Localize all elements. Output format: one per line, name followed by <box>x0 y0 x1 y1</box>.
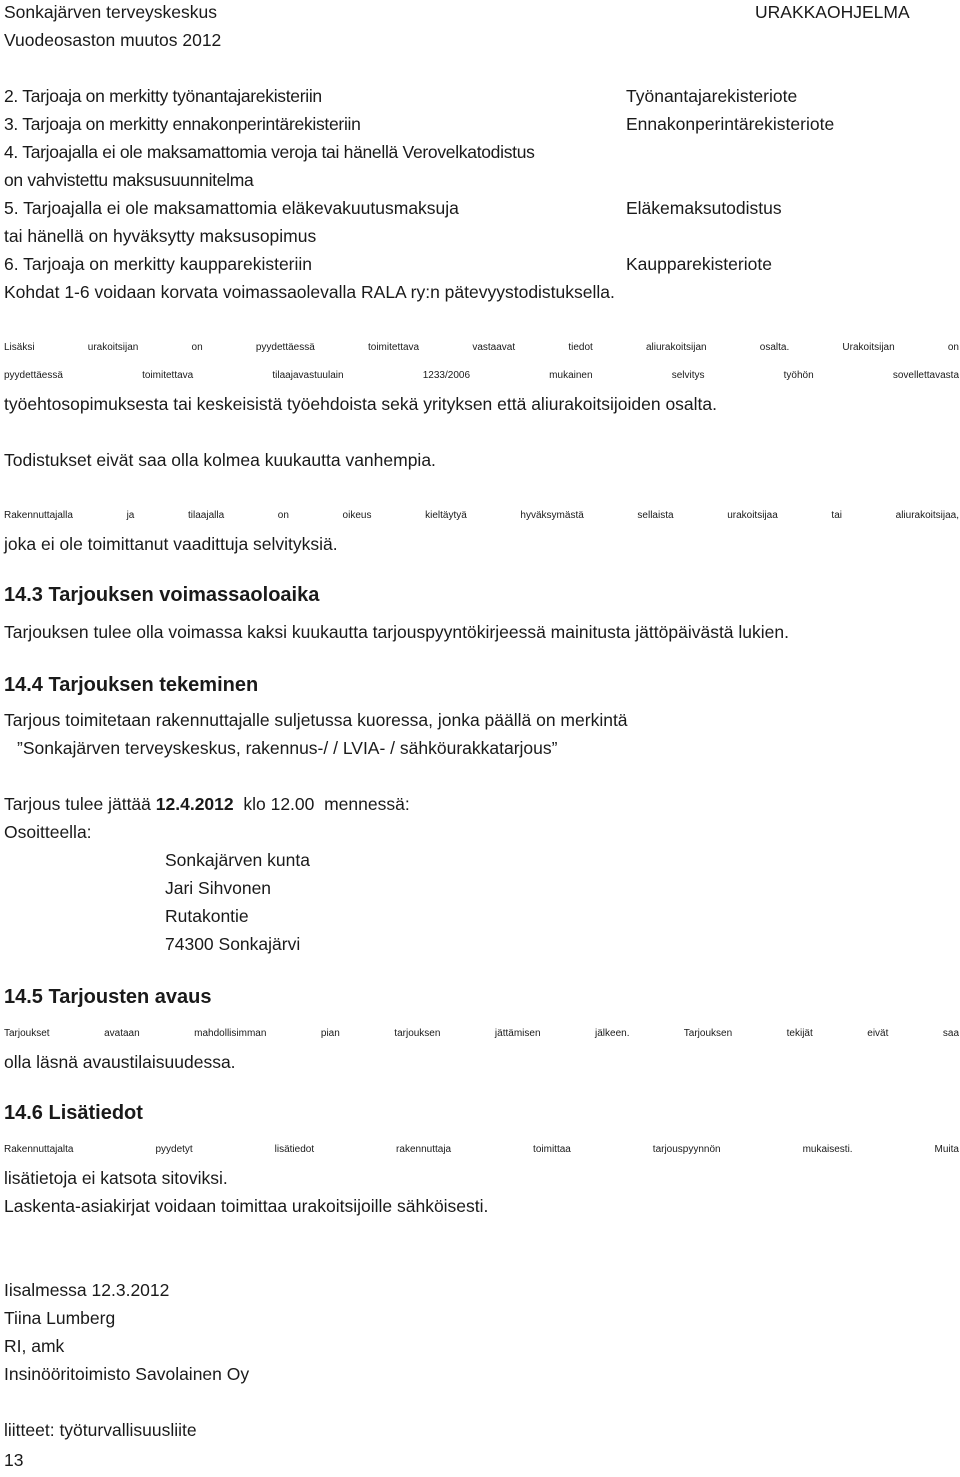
rala-note: Kohdat 1-6 voidaan korvata voimassaolevalla RALA ry:n pätevyystodistuksella. <box>4 282 615 302</box>
address-line-2: Jari Sihvonen <box>165 878 272 898</box>
requirement-4: 4. Tarjoajalla ei ole maksamattomia veroja tai hänellä Verovelkatodistus <box>4 142 535 162</box>
signature-company: Insinööritoimisto Savolainen Oy <box>4 1364 250 1384</box>
requirement-4-cont: on vahvistettu maksusuunnitelma <box>4 170 254 190</box>
requirement-2-doc: Työnantajarekisteriote <box>626 86 798 106</box>
address-line-3: Rutakontie <box>165 906 249 926</box>
deadline-prefix: Tarjous tulee jättää <box>4 794 156 814</box>
section-14-5-line2: olla läsnä avaustilaisuudessa. <box>4 1052 236 1072</box>
requirement-3-doc: Ennakonperintärekisteriote <box>626 114 835 134</box>
paragraph2-line2: joka ei ole toimittanut vaadittuja selvityksiä. <box>4 534 338 554</box>
signature-place-date: Iisalmessa 12.3.2012 <box>4 1280 170 1300</box>
requirement-5: 5. Tarjoajalla ei ole maksamattomia eläkevakuutusmaksuja <box>4 198 459 218</box>
section-14-4-text1: Tarjous toimitetaan rakennuttajalle suljetussa kuoressa, jonka päällä on merkintä <box>4 710 628 730</box>
header-org: Sonkajärven terveyskeskus <box>4 2 218 22</box>
deadline-suffix: klo 12.00 mennessä: <box>233 794 410 814</box>
deadline-line <box>4 790 410 818</box>
section-14-3-heading: 14.3 Tarjouksen voimassaoloaika <box>4 584 320 606</box>
deadline-date: 12.4.2012 <box>155 794 234 814</box>
section-14-4-heading: 14.4 Tarjouksen tekeminen <box>4 674 259 696</box>
requirement-6-doc: Kaupparekisteriote <box>626 254 772 274</box>
signature-title: RI, amk <box>4 1336 65 1356</box>
paragraph2-line1: Rakennuttajalla ja tilaajalla on oikeus kieltäytyä hyväksymästä sellaista urakoitsijaa tai aliurakoitsijaa, <box>4 510 959 521</box>
section-14-6-line1: Rakennuttajalta pyydetyt lisätiedot rakennuttaja toimittaa tarjouspyynnön mukaisesti. Muita <box>4 1144 959 1155</box>
section-14-3-text: Tarjouksen tulee olla voimassa kaksi kuukautta tarjouspyyntökirjeessä mainitusta jättöpäivästä lukien. <box>4 622 789 642</box>
signature-name: Tiina Lumberg <box>4 1308 116 1328</box>
paragraph1-line3: työehtosopimuksesta tai keskeisistä työehdoista sekä yrityksen että aliurakoitsijoiden osalta. <box>4 394 718 414</box>
section-14-5-line1: Tarjoukset avataan mahdollisimman pian tarjouksen jättämisen jälkeen. Tarjouksen tekijät eivät saa <box>4 1028 959 1039</box>
section-14-4-marking: ”Sonkajärven terveyskeskus, rakennus-/ / LVIA- / sähköurakkatarjous” <box>17 738 558 758</box>
attachments: liitteet: työturvallisuusliite <box>4 1420 197 1440</box>
requirement-5-cont: tai hänellä on hyväksytty maksusopimus <box>4 226 317 246</box>
requirement-2: 2. Tarjoaja on merkitty työnantajarekisteriin <box>4 86 322 106</box>
certificates-note: Todistukset eivät saa olla kolmea kuukautta vanhempia. <box>4 450 436 470</box>
address-label: Osoitteella: <box>4 822 92 842</box>
paragraph1-line2: pyydettäessä toimitettava tilaajavastuulain 1233/2006 mukainen selvitys työhön sovellettavasta <box>4 370 959 381</box>
section-14-6-line2: lisätietoja ei katsota sitoviksi. <box>4 1168 228 1188</box>
header-project: Vuodeosaston muutos 2012 <box>4 30 222 50</box>
page-number: 13 <box>4 1450 24 1470</box>
section-14-5-heading: 14.5 Tarjousten avaus <box>4 986 212 1008</box>
header-doc-type: URAKKAOHJELMA <box>755 2 910 22</box>
requirement-3: 3. Tarjoaja on merkitty ennakonperintärekisteriin <box>4 114 361 134</box>
section-14-6-line3: Laskenta-asiakirjat voidaan toimittaa urakoitsijoille sähköisesti. <box>4 1196 489 1216</box>
address-line-1: Sonkajärven kunta <box>165 850 310 870</box>
requirement-5-doc: Eläkemaksutodistus <box>626 198 782 218</box>
section-14-6-heading: 14.6 Lisätiedot <box>4 1102 143 1124</box>
requirement-6: 6. Tarjoaja on merkitty kaupparekisteriin <box>4 254 313 274</box>
address-line-4: 74300 Sonkajärvi <box>165 934 301 954</box>
paragraph1-line1: Lisäksi urakoitsijan on pyydettäessä toimitettava vastaavat tiedot aliurakoitsijan osalta. Urakoitsijan on <box>4 342 959 353</box>
